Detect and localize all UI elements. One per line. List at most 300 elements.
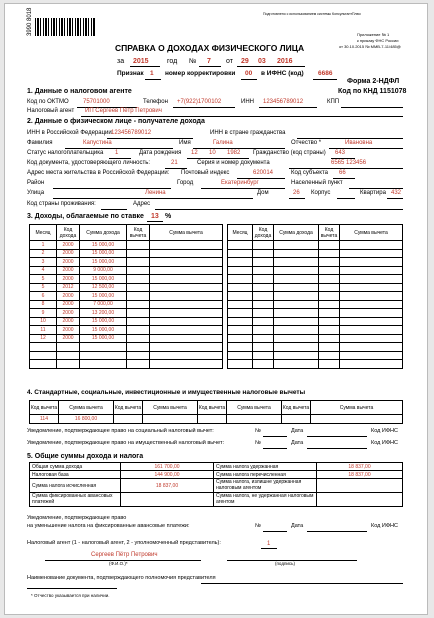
year-value: 2015	[133, 58, 149, 65]
god-label: год	[167, 58, 178, 65]
month-cell: 8	[30, 300, 57, 309]
form-code: Форма 2-НДФЛ	[347, 78, 400, 85]
tax-excess-label: Сумма налога, излишне удержанная налоговым агентом	[214, 479, 317, 493]
empty-cell	[150, 300, 223, 309]
barcode-image	[35, 18, 95, 36]
empty-cell	[253, 241, 274, 250]
income-rows	[30, 241, 223, 369]
empty-cell	[319, 292, 340, 301]
table-row	[30, 258, 223, 267]
col-month-2: Месяц	[228, 225, 253, 241]
empty-cell	[274, 360, 319, 369]
tax-paid-value: 18 837,00	[317, 471, 403, 479]
ded-col-code-3: Код вычета	[198, 401, 227, 415]
empty-cell	[127, 334, 150, 343]
empty-cell	[274, 292, 319, 301]
empty-cell	[150, 292, 223, 301]
doc-code-label: Код документа, удостоверяющего личность:	[27, 160, 151, 166]
empty-cell	[228, 241, 253, 250]
section3-title: 3. Доходы, облагаемые по ставке	[27, 213, 144, 220]
empty-cell	[340, 266, 403, 275]
signer-type-label: Налоговый агент (1 - налоговый агент, 2 - уполномоченный представитель):	[27, 540, 221, 546]
empty-cell	[127, 309, 150, 318]
flat-value: 432	[391, 190, 402, 196]
knd-code: Код по КНД 1151078	[338, 88, 407, 95]
income-sum-cell: 9 000,00	[80, 266, 127, 275]
empty-cell	[253, 249, 274, 258]
phone-label: Телефон	[143, 99, 168, 105]
status-label: Статус налогоплательщика	[27, 150, 104, 156]
empty-cell	[127, 326, 150, 335]
inn-rf-value: 123456789012	[111, 130, 152, 136]
table-row	[228, 343, 403, 352]
priznak-value: 1	[150, 70, 154, 77]
month-cell: 9	[30, 309, 57, 318]
table-row	[228, 241, 403, 250]
rate-pct: %	[165, 213, 172, 220]
empty-cell	[274, 241, 319, 250]
ded-col-code-4: Код вычета	[282, 401, 311, 415]
empty-cell	[340, 343, 403, 352]
income-code-cell: 2000	[57, 292, 80, 301]
name-value: Галина	[213, 140, 233, 146]
footnote: * Отчество указывается при наличии.	[31, 593, 110, 598]
empty-cell	[228, 283, 253, 292]
table-row	[228, 309, 403, 318]
table-row	[30, 292, 223, 301]
number-value: 7	[207, 58, 211, 65]
empty-cell	[319, 258, 340, 267]
empty-cell	[127, 258, 150, 267]
empty-cell	[150, 351, 223, 360]
empty-cell	[127, 292, 150, 301]
city-value: Екатеринбург	[221, 180, 259, 186]
street-label: Улица	[27, 190, 45, 196]
income-code-cell: 2000	[57, 275, 80, 284]
empty-cell	[253, 266, 274, 275]
table-row	[30, 283, 223, 292]
citizenship-value: 643	[335, 150, 346, 156]
col-deduct-sum-2: Сумма вычета	[340, 225, 403, 241]
tax-paid-label: Сумма налога перечисленная	[214, 471, 317, 479]
table-row	[30, 309, 223, 318]
col-deduct-code-2: Код вычета	[319, 225, 340, 241]
month-cell: 4	[30, 266, 57, 275]
empty-cell	[228, 266, 253, 275]
empty-cell	[253, 360, 274, 369]
empty-cell	[274, 343, 319, 352]
citizenship-label: Гражданство (код страны)	[253, 150, 326, 156]
phone-value: +7(922)1700102	[177, 99, 222, 105]
empty-cell	[274, 334, 319, 343]
income-code-cell: 2000	[57, 249, 80, 258]
inn-foreign-label: ИНН в стране гражданства	[210, 130, 286, 136]
signature-caption: (подпись)	[275, 561, 296, 566]
empty-cell	[228, 258, 253, 267]
empty-cell	[340, 249, 403, 258]
empty-cell	[127, 275, 150, 284]
property-notice-date: Дата	[291, 440, 304, 446]
empty-cell	[150, 266, 223, 275]
empty-cell	[319, 241, 340, 250]
agent-inn-label: ИНН	[241, 99, 254, 105]
empty-cell	[228, 343, 253, 352]
date-year: 2016	[277, 58, 293, 65]
income-code-cell: 2000	[57, 241, 80, 250]
empty-cell	[127, 249, 150, 258]
ded-col-sum-2: Сумма вычета	[143, 401, 198, 415]
dob-label: Дата рождения	[139, 150, 182, 156]
empty-cell	[80, 360, 127, 369]
month-cell: 11	[30, 326, 57, 335]
section5-title: 5. Общие суммы дохода и налога	[27, 453, 144, 460]
table-row	[30, 241, 223, 250]
empty-cell	[319, 283, 340, 292]
empty-cell	[340, 300, 403, 309]
tax-withheld-value: 18 837,00	[317, 463, 403, 471]
empty-cell	[57, 343, 80, 352]
ded-sum-value: 16 800,00	[59, 415, 114, 424]
table-row	[228, 283, 403, 292]
korpus-label: Корпус	[311, 190, 331, 196]
table-row	[228, 249, 403, 258]
empty-cell	[150, 326, 223, 335]
deduction-table	[29, 400, 403, 424]
income-code-cell: 2000	[57, 326, 80, 335]
empty-cell	[57, 351, 80, 360]
income-sum-cell: 15 000,00	[80, 258, 127, 267]
social-notice-no: №	[255, 428, 261, 434]
empty-cell	[228, 309, 253, 318]
table-row	[228, 292, 403, 301]
ifns-label: в ИФНС (код)	[261, 70, 304, 77]
oktmo-label: Код по ОКТМО	[27, 99, 69, 105]
ot-label: от	[226, 58, 233, 65]
col-income-sum: Сумма дохода	[80, 225, 127, 241]
empty-cell	[319, 275, 340, 284]
surname-label: Фамилия	[27, 140, 53, 146]
section2-title: 2. Данные о физическом лице - получателе дохода	[27, 118, 205, 125]
patronymic-value: Ивановна	[345, 140, 373, 146]
inn-rf-label: ИНН в Российской Федерации	[27, 130, 112, 136]
empty-cell	[319, 300, 340, 309]
rate-value: 13	[151, 213, 159, 220]
empty-cell	[30, 360, 57, 369]
income-table-left	[29, 224, 223, 369]
empty-cell	[274, 258, 319, 267]
form-title: СПРАВКА О ДОХОДАХ ФИЗИЧЕСКОГО ЛИЦА	[115, 43, 305, 53]
empty-cell	[340, 292, 403, 301]
dob-day: 12	[191, 150, 198, 156]
corr-value: 00	[245, 70, 253, 77]
income-code-cell: 2000	[57, 300, 80, 309]
fio-caption: (Ф.И.О.)*	[109, 561, 128, 566]
empty-cell	[340, 241, 403, 250]
empty-cell	[80, 351, 127, 360]
empty-cell	[80, 343, 127, 352]
zip-label: Почтовый индекс	[181, 170, 230, 176]
empty-cell	[127, 283, 150, 292]
month-cell: 6	[30, 292, 57, 301]
ded-col-sum-1: Сумма вычета	[59, 401, 114, 415]
consultant-note: Подготовлено с использованием системы КонсультантПлюс	[263, 12, 361, 16]
empty-cell	[274, 326, 319, 335]
social-notice-ifns: Код ИФНС	[371, 428, 398, 434]
name-label: Имя	[179, 140, 191, 146]
status-value: 1	[115, 150, 119, 156]
empty-cell	[228, 326, 253, 335]
empty-cell	[340, 334, 403, 343]
doc-series-value: 6565 123456	[331, 160, 367, 166]
barcode-number: 3990 8018	[27, 7, 33, 36]
flat-label: Квартира	[360, 190, 386, 196]
empty-cell	[253, 326, 274, 335]
empty-cell	[30, 351, 57, 360]
empty-cell	[274, 309, 319, 318]
table-row	[228, 317, 403, 326]
tax-base-label: Налоговая база	[30, 471, 121, 479]
income-sum-cell: 15 000,00	[80, 241, 127, 250]
date-month: 03	[258, 58, 266, 65]
empty-cell	[274, 266, 319, 275]
ded-col-code-2: Код вычета	[114, 401, 143, 415]
table-row	[228, 300, 403, 309]
empty-cell	[340, 275, 403, 284]
empty-cell	[228, 292, 253, 301]
empty-cell	[253, 343, 274, 352]
ded-col-code-1: Код вычета	[30, 401, 59, 415]
locality-label: Населенный пункт	[291, 180, 343, 186]
col-deduct-code: Код вычета	[127, 225, 150, 241]
tax-withheld-label: Сумма налога удержанная	[214, 463, 317, 471]
property-notice-label: Уведомление, подтверждающее право на имущественный налоговый вычет:	[27, 440, 225, 446]
priznak-label: Признак	[117, 70, 144, 77]
empty-cell	[319, 334, 340, 343]
house-label: Дом	[257, 190, 269, 196]
reduce-notice-label-2: на уменьшение налога на фиксированные авансовые платежи:	[27, 523, 190, 529]
income-sum-cell: 15 000,00	[80, 334, 127, 343]
table-row	[30, 300, 223, 309]
agent-value: ИП Сергеев Пётр Петрович	[85, 108, 162, 114]
table-row	[30, 249, 223, 258]
street-value: Ленина	[145, 190, 166, 196]
oktmo-value: 75701000	[83, 99, 110, 105]
empty-cell	[150, 343, 223, 352]
property-notice-no: №	[255, 440, 261, 446]
empty-cell	[340, 360, 403, 369]
region-label: Код субъекта	[291, 170, 328, 176]
empty-cell	[319, 309, 340, 318]
ded-code-value: 114	[30, 415, 59, 424]
foreign-address-label: Адрес	[133, 201, 151, 207]
table-row	[228, 351, 403, 360]
income-sum-cell: 12 500,00	[80, 283, 127, 292]
empty-cell	[274, 283, 319, 292]
table-row	[228, 266, 403, 275]
section4-title: 4. Стандартные, социальные, инвестиционные и имущественные налоговые вычеты	[27, 389, 306, 396]
empty-cell	[253, 283, 274, 292]
empty-cell	[319, 326, 340, 335]
income-code-cell: 2000	[57, 266, 80, 275]
city-label: Город	[177, 180, 194, 186]
month-cell: 3	[30, 258, 57, 267]
signer-name: Сергеев Пётр Петрович	[91, 552, 158, 558]
empty-cell	[340, 317, 403, 326]
table-row	[228, 275, 403, 284]
empty-cell	[228, 275, 253, 284]
totals-table	[29, 462, 403, 507]
empty-cell	[274, 317, 319, 326]
table-row	[30, 326, 223, 335]
month-cell: 2	[30, 249, 57, 258]
empty-cell	[274, 275, 319, 284]
empty-cell	[150, 258, 223, 267]
month-cell: 1	[30, 241, 57, 250]
empty-cell	[340, 283, 403, 292]
empty-cell	[319, 317, 340, 326]
empty-cell	[150, 241, 223, 250]
ded-col-sum-4: Сумма вычета	[311, 401, 403, 415]
order-date-note: от 30.10.2015 № ММВ-7-11/485@	[339, 44, 401, 49]
income-sum-cell: 15 000,00	[80, 249, 127, 258]
empty-cell	[127, 266, 150, 275]
empty-cell	[253, 300, 274, 309]
income-sum-cell: 7 000,00	[80, 300, 127, 309]
empty-cell	[150, 317, 223, 326]
income-code-cell: 2012	[57, 283, 80, 292]
income-sum-cell: 15 000,00	[80, 326, 127, 335]
district-label: Район	[27, 180, 45, 186]
empty-cell	[319, 343, 340, 352]
month-cell: 12	[30, 334, 57, 343]
number-label: №	[189, 58, 197, 65]
empty-cell	[253, 317, 274, 326]
ded-col-sum-3: Сумма вычета	[227, 401, 282, 415]
empty-cell	[253, 351, 274, 360]
empty-cell	[150, 360, 223, 369]
month-cell: 5	[30, 275, 57, 284]
tax-calculated-label: Сумма налога исчисленная	[30, 479, 121, 493]
table-row	[228, 334, 403, 343]
table-row	[30, 343, 223, 352]
empty-cell	[274, 249, 319, 258]
region-value: 66	[339, 170, 346, 176]
empty-cell	[228, 249, 253, 258]
empty-cell	[150, 334, 223, 343]
empty-cell	[228, 300, 253, 309]
total-income-label: Общая сумма дохода	[30, 463, 121, 471]
year-label: за	[117, 58, 125, 65]
ndfl-form	[4, 3, 428, 615]
address-label: Адрес места жительства в Российской Федерации:	[27, 170, 170, 176]
table-row	[30, 275, 223, 284]
empty-cell	[319, 360, 340, 369]
date-day: 29	[241, 58, 249, 65]
empty-cell	[228, 351, 253, 360]
table-row	[30, 360, 223, 369]
reduce-notice-no: №	[255, 523, 261, 529]
income-code-cell: 2000	[57, 317, 80, 326]
month-cell: 10	[30, 317, 57, 326]
empty-cell	[127, 241, 150, 250]
signer-type-value: 1	[267, 541, 271, 547]
section1-title: 1. Данные о налоговом агенте	[27, 88, 132, 95]
empty-cell	[253, 275, 274, 284]
empty-cell	[253, 334, 274, 343]
tax-calculated-value: 18 837,00	[121, 479, 214, 493]
agent-inn-value: 123456789012	[263, 99, 304, 105]
income-table-right	[227, 224, 403, 369]
dob-year: 1982	[227, 150, 241, 156]
kpp-label: КПП	[327, 99, 340, 105]
income-rows-right	[228, 241, 403, 369]
surname-value: Капустина	[83, 140, 112, 146]
social-notice-label: Уведомление, подтверждающее право на социальный налоговый вычет:	[27, 428, 214, 434]
empty-cell	[150, 309, 223, 318]
table-row	[30, 351, 223, 360]
empty-cell	[340, 258, 403, 267]
corr-label: номер корректировки	[165, 70, 236, 77]
month-cell: 5	[30, 283, 57, 292]
table-row	[228, 360, 403, 369]
empty-cell	[228, 317, 253, 326]
empty-cell	[319, 351, 340, 360]
col-month: Месяц	[30, 225, 57, 241]
empty-cell	[127, 343, 150, 352]
patronymic-label: Отчество *	[291, 140, 322, 146]
empty-cell	[274, 300, 319, 309]
order-note: к приказу ФНС России	[357, 38, 399, 43]
empty-cell	[127, 351, 150, 360]
income-sum-cell: 13 200,00	[80, 309, 127, 318]
empty-cell	[253, 292, 274, 301]
empty-cell	[127, 360, 150, 369]
income-sum-cell: 15 000,00	[80, 292, 127, 301]
empty-cell	[127, 300, 150, 309]
total-income-value: 161 700,00	[121, 463, 214, 471]
reduce-notice-ifns: Код ИФНС	[371, 523, 398, 529]
empty-cell	[150, 249, 223, 258]
agent-label: Налоговый агент	[27, 108, 75, 114]
appendix-note: Приложение № 1	[357, 32, 390, 37]
house-value: 26	[293, 190, 300, 196]
empty-cell	[228, 360, 253, 369]
empty-cell	[228, 334, 253, 343]
dob-month: 10	[209, 150, 216, 156]
income-code-cell: 2000	[57, 258, 80, 267]
empty-cell	[253, 258, 274, 267]
income-sum-cell: 15 000,00	[80, 275, 127, 284]
empty-cell	[340, 309, 403, 318]
col-income-code: Код дохода	[57, 225, 80, 241]
table-row	[30, 334, 223, 343]
table-row	[228, 258, 403, 267]
zip-value: 620014	[253, 170, 274, 176]
empty-cell	[150, 283, 223, 292]
tax-unwithheld-label: Сумма налога, не удержанная налоговым агентом	[214, 493, 317, 507]
empty-cell	[319, 249, 340, 258]
income-code-cell: 2000	[57, 309, 80, 318]
col-income-code-2: Код дохода	[253, 225, 274, 241]
reduce-notice-date: Дата	[291, 523, 304, 529]
country-label: Код страны проживания:	[27, 201, 96, 207]
empty-cell	[340, 351, 403, 360]
fixed-advance-label: Сумма фиксированных авансовых платежей	[30, 493, 121, 507]
income-sum-cell: 15 000,00	[80, 317, 127, 326]
doc-code-value: 21	[171, 160, 178, 166]
empty-cell	[150, 275, 223, 284]
table-row	[30, 317, 223, 326]
